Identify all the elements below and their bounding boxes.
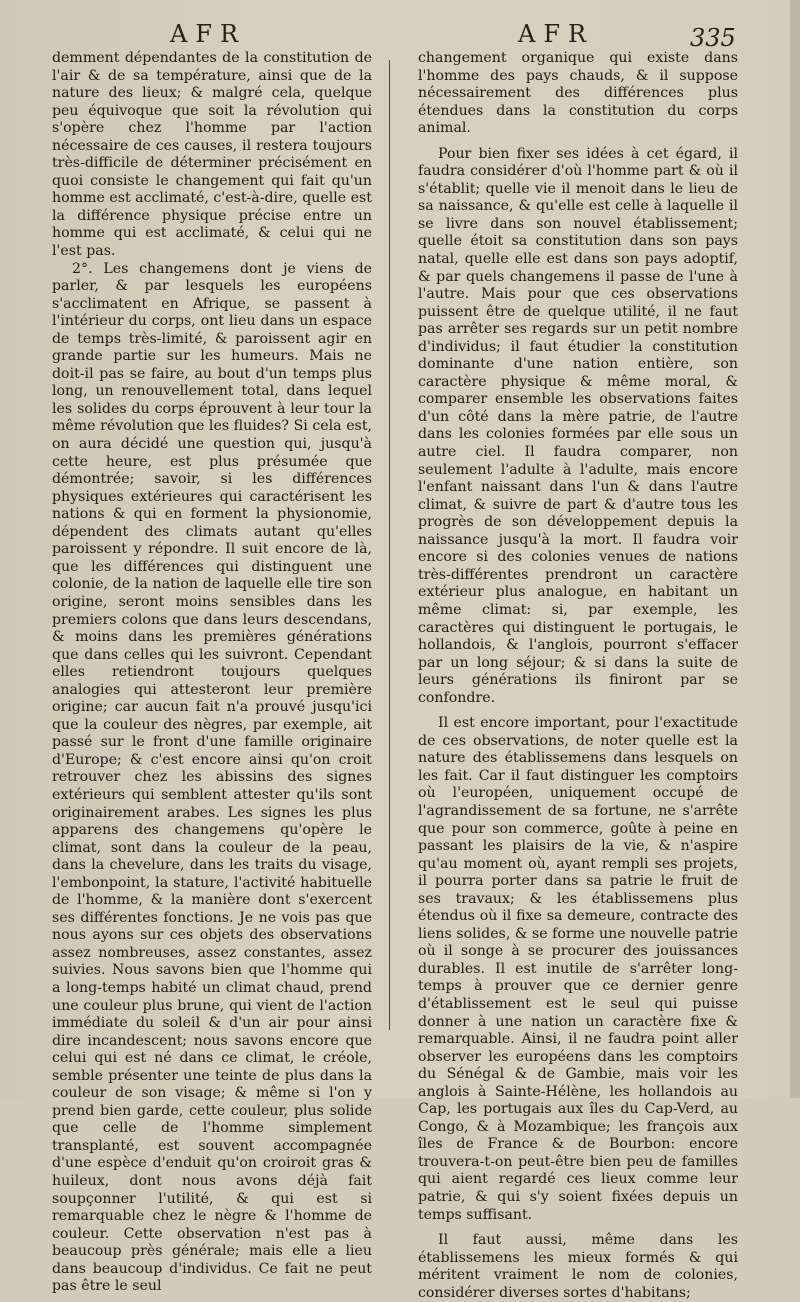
page-edge (790, 0, 800, 1098)
running-head-left: AFR (170, 20, 247, 48)
paragraph: demment dépendantes de la constitution de l'air & de sa température, ainsi que de la nature des lieux; & malgré cela, quelque peu équivoque que soit la révolution qui s'opère chez l'homme par l'action nécessaire de ces causes, il restera toujours très-difficile de déterminer précisément en quoi consiste le changement qui fait qu'un homme est acclimaté, c'est-à-dire, quelle est la différence physique précise entre un homme qui est acclimaté, & celui qui ne l'est pas. (52, 50, 372, 260)
paragraph: Il est encore important, pour l'exactitude de ces observations, de noter quelle est la nature des établissemens dans lesquels on les fait. Car il faut distinguer les comptoirs où l'européen, uniquement occupé de l'agrandissement de sa fortune, ne s'arrête que pour son commerce, goûte à peine en passant les plaisirs de la vie, & n'aspire qu'au moment où, ayant rempli ses projets, il pourra porter dans sa patrie le fruit de ses travaux; & les établissemens plus étendus où il fixe sa demeure, contracte des liens solides, & se forme une nouvelle patrie où il songe à se procurer des jouissances durables. Il est inutile de s'arrêter long-temps à prouver que ce dernier genre d'établissement est le seul qui puisse donner à une nation un caractère fixe & remarquable. Ainsi, il ne faudra point aller observer les européens dans les comptoirs du Sénégal & de Gambie, mais voir les anglois à Sainte-Hélène, les hollandois au Cap, les portugais aux îles du Cap-Verd, au Congo, & à Mozambique; les françois aux îles de France & de Bourbon: encore trouvera-t-on peut-être bien peu de familles qui aient regardé ces lieux comme leur patrie, & qui s'y soient fixées depuis un temps suffisant. (418, 715, 738, 1223)
paragraph: Pour bien fixer ses idées à cet égard, il faudra considérer d'où l'homme part & où il s'établit; quelle vie il menoit dans le lieu de sa naissance, & qu'elle est celle à laquelle il se livre dans son nouvel établissement; quelle étoit sa constitution dans son pays natal, quelle elle est dans son pays adoptif, & par quels changemens il passe de l'une à l'autre. Mais pour que ces observations puissent être de quelque utilité, il ne faut pas arrêter ses regards sur un petit nombre d'individus; il faut étudier la constitution dominante d'une nation entière, son caractère physique & même moral, & comparer ensemble les observations faites d'un côté dans la mère patrie, de l'autre dans les colonies formées par elle sous un autre ciel. Il faudra comparer, non seulement l'adulte à l'adulte, mais encore l'enfant naissant dans l'un & dans l'autre climat, & suivre de part & d'autre tous les progrès de son développement depuis la naissance jusqu'à la mort. Il faudra voir encore si des colonies venues de nations très-différentes prendront un caractère extérieur plus analogue, en habitant un même climat: si, par exemple, les caractères qui distinguent le portugais, le hollandois, & l'anglois, pourront s'effacer par un long séjour; & si dans la suite de leurs générations ils finiront par se confondre. (418, 145, 738, 706)
paragraph: changement organique qui existe dans l'homme des pays chauds, & il suppose nécessairement des différences plus étendues dans la constitution du corps animal. (418, 50, 738, 137)
column-divider (389, 60, 390, 1030)
paragraph: 2°. Les changemens dont je viens de parler, & par lesquels les européens s'acclimatent en Afrique, se passent à l'intérieur du corps, ont lieu dans un espace de temps très-limité, & paroissent agir en grande partie sur les humeurs. Mais ne doit-il pas se faire, au bout d'un temps plus long, un renouvellement total, dans lequel les solides du corps éprouvent à leur tour la même révolution que les fluides? Si cela est, on aura décidé une question qui, jusqu'à cette heure, est plus présumée que démontrée; savoir, si les différences physiques extérieures qui caractérisent les nations & qui en forment la physionomie, dépendent des climats autant qu'elles paroissent y répondre. Il suit encore de là, que les différences qui distinguent une colonie, de la nation de laquelle elle tire son origine, seront moins sensibles dans les premiers colons que dans leurs descendans, & moins dans les premières générations que dans celles qui les suivront. Cependant elles retiendront toujours quelques analogies qui attesteront leur première origine; car aucun fait n'a prouvé jusqu'ici que la couleur des nègres, par exemple, ait passé sur le front d'une famille originaire d'Europe; & c'est encore ainsi qu'on croit retrouver chez les abissins des signes extérieurs qui semblent attester qu'ils sont originairement arabes. Les signes les plus apparens des changemens qu'opère le climat, sont dans la couleur de la peau, dans la chevelure, dans les traits du visage, l'embonpoint, la stature, l'activité habituelle de l'homme, & la manière dont s'exercent ses différentes fonctions. Je ne vois pas que nous ayons sur ces objets des observations assez nombreuses, assez constantes, assez suivies. Nous savons bien que l'homme qui a long-temps habité un climat chaud, prend une couleur plus brune, qui vient de l'action immédiate du soleil & d'un air pour ainsi dire incandescent; nous savons encore que celui qui est né dans ce climat, le créole, semble présenter une teinte de plus dans la couleur de son visage; & même si l'on y prend bien garde, cette couleur, plus solide que celle de l'homme simplement transplanté, est souvent accompagnée d'une espèce d'enduit qu'on croiroit gras & huileux, dont nous avons déjà fait soupçonner l'utilité, & qui est si remarquable chez le nègre & l'homme de couleur. Cette observation n'est pas à beaucoup près générale; mais elle a lieu dans beaucoup d'individus. Ce fait ne peut pas être le seul (52, 260, 372, 1295)
page-number: 335 (690, 24, 736, 52)
left-column (52, 50, 372, 1296)
right-column (418, 50, 738, 1302)
paragraph: Il faut aussi, même dans les établissemens les mieux formés & qui méritent vraiment le nom de colonies, considérer diverses sortes d'habitans; (418, 1232, 738, 1301)
running-head-right: AFR (518, 20, 595, 48)
